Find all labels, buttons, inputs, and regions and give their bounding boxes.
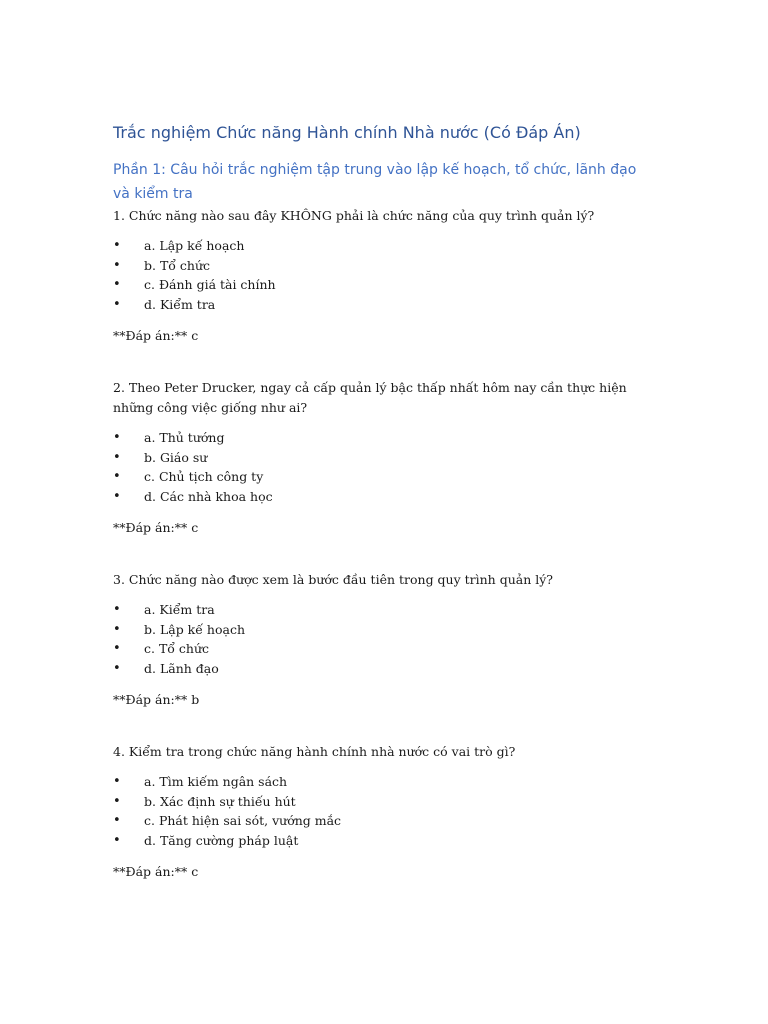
bullet-icon: • (113, 257, 121, 273)
question-text: 4. Kiểm tra trong chức năng hành chính nhà nước có vai trò gì? (113, 744, 516, 759)
option-text: c. Chủ tịch công ty (144, 469, 264, 484)
document-title: Trắc nghiệm Chức năng Hành chính Nhà nước (Có Đáp Án) (113, 123, 581, 142)
option-text: c. Đánh giá tài chính (144, 277, 276, 292)
bullet-icon: • (113, 296, 121, 312)
option-item (113, 295, 653, 315)
answer-text: **Đáp án:** c (113, 520, 199, 535)
question-text: 3. Chức năng nào được xem là bước đầu tiên trong quy trình quản lý? (113, 572, 553, 587)
answer-text: **Đáp án:** b (113, 692, 200, 707)
option-text: c. Phát hiện sai sót, vướng mắc (144, 813, 342, 828)
bullet-icon: • (113, 430, 121, 445)
option-item (113, 792, 653, 812)
answer-text: **Đáp án:** c (113, 864, 199, 879)
option-item (113, 275, 653, 295)
option-text: a. Tìm kiếm ngân sách (144, 774, 288, 789)
option-list (113, 428, 653, 506)
document-page (113, 122, 653, 882)
question-text: 2. Theo Peter Drucker, ngay cả cấp quản lý bậc thấp nhất hôm nay cần thực hiện những công việc giống như ai? (113, 380, 627, 415)
option-list (113, 772, 653, 850)
bullet-icon: • (113, 641, 121, 656)
option-text: d. Lãnh đạo (144, 660, 219, 676)
option-list (113, 600, 653, 678)
option-item (113, 256, 653, 276)
option-text: a. Thủ tướng (144, 430, 225, 445)
bullet-icon: • (113, 621, 121, 637)
bullet-icon: • (113, 660, 121, 676)
option-item (113, 639, 653, 659)
bullet-icon: • (113, 238, 121, 253)
option-text: b. Tổ chức (144, 257, 211, 273)
question-block (113, 742, 653, 882)
bullet-icon: • (113, 813, 121, 828)
question-block (113, 206, 653, 346)
bullet-icon: • (113, 449, 121, 465)
answer-text: **Đáp án:** c (113, 328, 199, 343)
option-item (113, 659, 653, 679)
question-list (113, 206, 653, 882)
question-block (113, 570, 653, 710)
option-text: b. Xác định sự thiếu hút (144, 793, 296, 809)
option-item (113, 600, 653, 620)
bullet-icon: • (113, 774, 121, 789)
question-block (113, 378, 653, 538)
option-item (113, 831, 653, 851)
option-text: a. Lập kế hoạch (144, 238, 245, 253)
option-list (113, 236, 653, 314)
option-text: c. Tổ chức (144, 641, 210, 656)
section-title: Phần 1: Câu hỏi trắc nghiệm tập trung vào lập kế hoạch, tổ chức, lãnh đạo và kiểm tra (113, 162, 637, 202)
option-item (113, 448, 653, 468)
bullet-icon: • (113, 469, 121, 484)
bullet-icon: • (113, 277, 121, 292)
option-item (113, 467, 653, 487)
option-item (113, 772, 653, 792)
bullet-icon: • (113, 488, 121, 504)
bullet-icon: • (113, 793, 121, 809)
option-text: d. Các nhà khoa học (144, 488, 273, 504)
bullet-icon: • (113, 602, 121, 617)
bullet-icon: • (113, 832, 121, 848)
option-item (113, 811, 653, 831)
question-text: 1. Chức năng nào sau đây KHÔNG phải là chức năng của quy trình quản lý? (113, 208, 595, 223)
option-item (113, 428, 653, 448)
option-item (113, 236, 653, 256)
option-text: d. Kiểm tra (144, 296, 216, 312)
option-text: b. Lập kế hoạch (144, 621, 245, 637)
option-text: d. Tăng cường pháp luật (144, 832, 299, 848)
option-text: a. Kiểm tra (144, 602, 215, 617)
option-text: b. Giáo sư (144, 449, 208, 465)
option-item (113, 620, 653, 640)
option-item (113, 487, 653, 507)
